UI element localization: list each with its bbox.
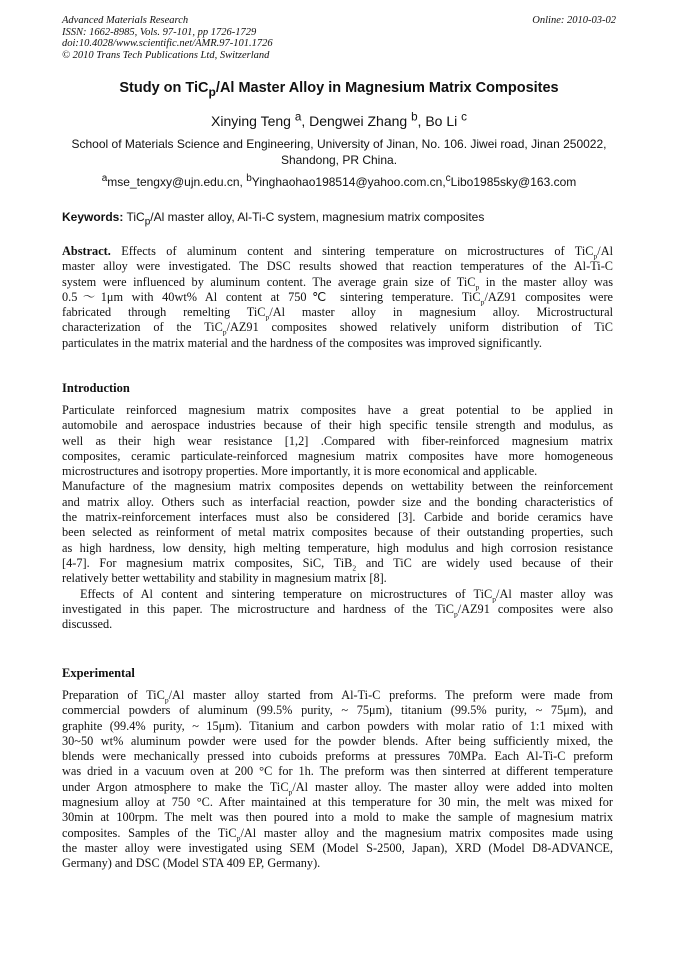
exp-line: magnesium alloy at 750 °C. After maintained at this temperature for 30 min, the melt was mixed for xyxy=(62,795,613,810)
text: Preparation of TiC xyxy=(62,688,165,702)
exp-line xyxy=(62,780,613,795)
subscript: p xyxy=(236,833,241,843)
section-heading-introduction: Introduction xyxy=(62,381,130,395)
intro-line: well as their high wear resistance [1,2] .Compared with fiber-reinforced magnesium matrix xyxy=(62,433,613,448)
subscript: p xyxy=(288,787,293,797)
exp-line: commercial powders of aluminum (99.5% purity, ~ 75μm), titanium (99.5% purity, ~ 75μm), and xyxy=(62,703,613,718)
exp-line: was dried in a vacuum oven at 200 °C for 1h. The preform was then sinterred at different temperature xyxy=(62,764,613,779)
email-list: $^a$mse_tengxy@ujn.edu.cn, $^b$Yinghaohao198514@yahoo.com.cn,$^c$Libo1985sky@163.com xyxy=(101,173,577,189)
email-mark: a xyxy=(101,173,108,184)
subscript: p xyxy=(593,251,598,261)
online-date: Online: 2010-03-02 xyxy=(532,15,616,26)
text: /Al master alloy and the magnesium matrix composites made using xyxy=(240,825,613,840)
abstract-line: particulates in the matrix material and the hardness of the composites was improved significantly. xyxy=(62,335,543,350)
text: and TiC are widely used because of their xyxy=(356,555,613,570)
intro-line: relatively better wettability and stability in magnesium matrix [8]. xyxy=(62,571,387,586)
author-name: Bo Li xyxy=(425,113,458,129)
author-name: Xinying Teng xyxy=(211,113,291,129)
intro-line: been selected as reinforment of metal matrix composites because of their outstanding properties, such xyxy=(62,525,613,540)
intro-line: Particulate reinforced magnesium matrix composites have a great potential to be applied in xyxy=(62,403,613,417)
subscript: p xyxy=(475,282,480,292)
doi-line: doi:10.4028/www.scientific.net/AMR.97-101.1726 xyxy=(62,38,273,50)
text: /Al master alloy in magnesium alloy. Microstructural xyxy=(269,305,613,320)
abstract-label: Abstract. xyxy=(62,244,111,258)
intro-line: microstructures and isotropy properties. More importantly, it is more economical and applicable. xyxy=(62,464,538,479)
intro-line: Manufacture of the magnesium matrix composites depends on wettability between the reinforcement xyxy=(62,479,613,494)
text: system were influenced by aluminum content. The average grain size of TiC xyxy=(62,274,476,289)
subscript: p xyxy=(453,609,458,619)
subscript: 2 xyxy=(352,563,357,573)
text: 0.5～1μm with 40wt% Al content at 750℃ sintering temperature. TiC xyxy=(62,289,481,304)
abstract-line xyxy=(62,290,613,305)
keywords-text: /Al master alloy, Al-Ti-C system, magnesium matrix composites xyxy=(150,210,485,224)
text: /AZ91 composites were xyxy=(484,289,613,304)
subscript: p xyxy=(265,312,270,322)
intro-line: automobile and aerospace industries because of their high specific tensile strength and modulus, as xyxy=(62,418,613,433)
abstract-line xyxy=(62,275,613,290)
journal-name: Advanced Materials Research xyxy=(62,15,189,26)
exp-line: blends were mechanically pressed into cuboids preforms at pressures 70MPa. Each Al-Ti-C preform xyxy=(62,749,613,764)
intro-line xyxy=(62,556,613,571)
email-mark: c xyxy=(445,173,451,184)
text: Effects of Al content and sintering temperature on microstructures of TiC xyxy=(80,586,493,601)
exp-line: 30min at 100rpm. The melt was then poured into a mold to make the sample of magnesium matrix xyxy=(62,810,613,825)
subscript: p xyxy=(164,695,169,705)
intro-line: composites, ceramic particulate-reinforced magnesium matrix composites have more homogeneous xyxy=(62,448,613,463)
text: characterization of the TiC xyxy=(62,320,223,335)
affiliation-line: Shandong, PR China. xyxy=(280,152,398,167)
intro-line: and matrix alloy. Others such as interfacial reaction, powder size and the bonding characteristics of xyxy=(62,494,613,509)
affiliation-line: School of Materials Science and Engineering, University of Jinan, No. 106. Jiwei road, Jinan 250022, xyxy=(71,137,607,151)
title-part: Study on TiC xyxy=(119,80,209,96)
email-address: Yinghaohao198514@yahoo.com.cn xyxy=(251,175,443,189)
author-mark: b xyxy=(411,110,418,124)
experimental-body xyxy=(62,688,613,872)
text: /AZ91 composites showed relatively uniform distribution of TiC xyxy=(226,320,613,335)
subscript: p xyxy=(480,297,485,307)
text: in the master alloy was xyxy=(479,274,613,289)
text: /Al master alloy started from Al-Ti-C preforms. The preform were made from xyxy=(168,688,613,702)
subscript: p xyxy=(492,594,497,604)
author-name: Dengwei Zhang xyxy=(309,113,408,129)
subscript: p xyxy=(222,327,227,337)
abstract-line: master alloy were investigated. The DSC results showed that reaction temperatures of the Al-Ti-C xyxy=(62,259,613,274)
keywords-label: Keywords: xyxy=(62,210,124,224)
email-address: mse_tengxy@ujn.edu.cn xyxy=(107,175,240,189)
author-mark: c xyxy=(461,110,467,124)
issn-line: ISSN: 1662-8985, Vols. 97-101, pp 1726-1729 xyxy=(62,26,257,38)
author-mark: a xyxy=(294,110,302,124)
introduction-body xyxy=(62,403,613,632)
intro-line: discussed. xyxy=(62,617,113,632)
text: Effects of aluminum content and sintering temperature on microstructures of TiC xyxy=(110,244,594,258)
intro-line: as high hardness, low density, high melting temperature, high modulus and high corrosion resistance xyxy=(62,540,613,555)
abstract-line xyxy=(62,320,613,335)
abstract xyxy=(62,244,613,351)
text: investigated in this paper. The microstructure and hardness of the TiC xyxy=(62,601,454,616)
text: fabricated through remelting TiC xyxy=(62,305,266,320)
exp-line: 30~50 wt% aluminum powder were used for the powder blends. After being sufficiently mixed, the xyxy=(62,733,613,748)
exp-line xyxy=(62,688,613,703)
text: under Argon atmosphere to make the TiC xyxy=(62,779,289,794)
title-part: /Al Master Alloy in Magnesium Matrix Composites xyxy=(215,80,559,96)
email-address: Libo1985sky@163.com xyxy=(450,175,577,189)
exp-line: graphite (99.4% purity, ~ 15μm). Titanium and carbon powders with molar ratio of 1:1 mixed with xyxy=(62,718,613,733)
title-subscript: p xyxy=(208,84,216,99)
abstract-line xyxy=(62,244,613,259)
exp-line: the master alloy were investigated using SEM (Model S-2500, Japan), XRD (Model D8-ADVANCE, xyxy=(62,840,613,855)
text: /Al xyxy=(597,244,613,258)
intro-line xyxy=(62,602,613,617)
abstract-line xyxy=(62,305,613,320)
copyright-line: © 2010 Trans Tech Publications Ltd, Switzerland xyxy=(62,49,270,61)
author-list: Xinying Teng $^a$, Dengwei Zhang $^b$, Bo Li $^c$ xyxy=(211,110,467,129)
keywords-text: TiC xyxy=(123,210,145,224)
text: [4-7]. For magnesium matrix composites, SiC, TiB xyxy=(62,555,353,570)
keywords-subscript: p xyxy=(144,216,151,228)
text: /Al master alloy was xyxy=(496,586,613,601)
intro-line: the matrix-reinforcement interfaces must also be considered [3]. Carbide and boride ceramics have xyxy=(62,510,613,525)
text: /AZ91 composites were also xyxy=(457,601,613,616)
keywords xyxy=(62,210,616,228)
affiliation xyxy=(62,137,616,168)
email-mark: b xyxy=(246,173,252,184)
intro-line xyxy=(62,587,613,602)
text: composites. Samples of the TiC xyxy=(62,825,237,840)
text: /Al master alloy. The master alloy were added into molten xyxy=(292,779,613,794)
exp-line: Germany) and DSC (Model STA 409 EP, Germany). xyxy=(62,856,321,871)
paper-title xyxy=(62,80,616,99)
exp-line xyxy=(62,826,613,841)
section-heading-experimental: Experimental xyxy=(62,666,135,680)
journal-header xyxy=(62,15,616,61)
